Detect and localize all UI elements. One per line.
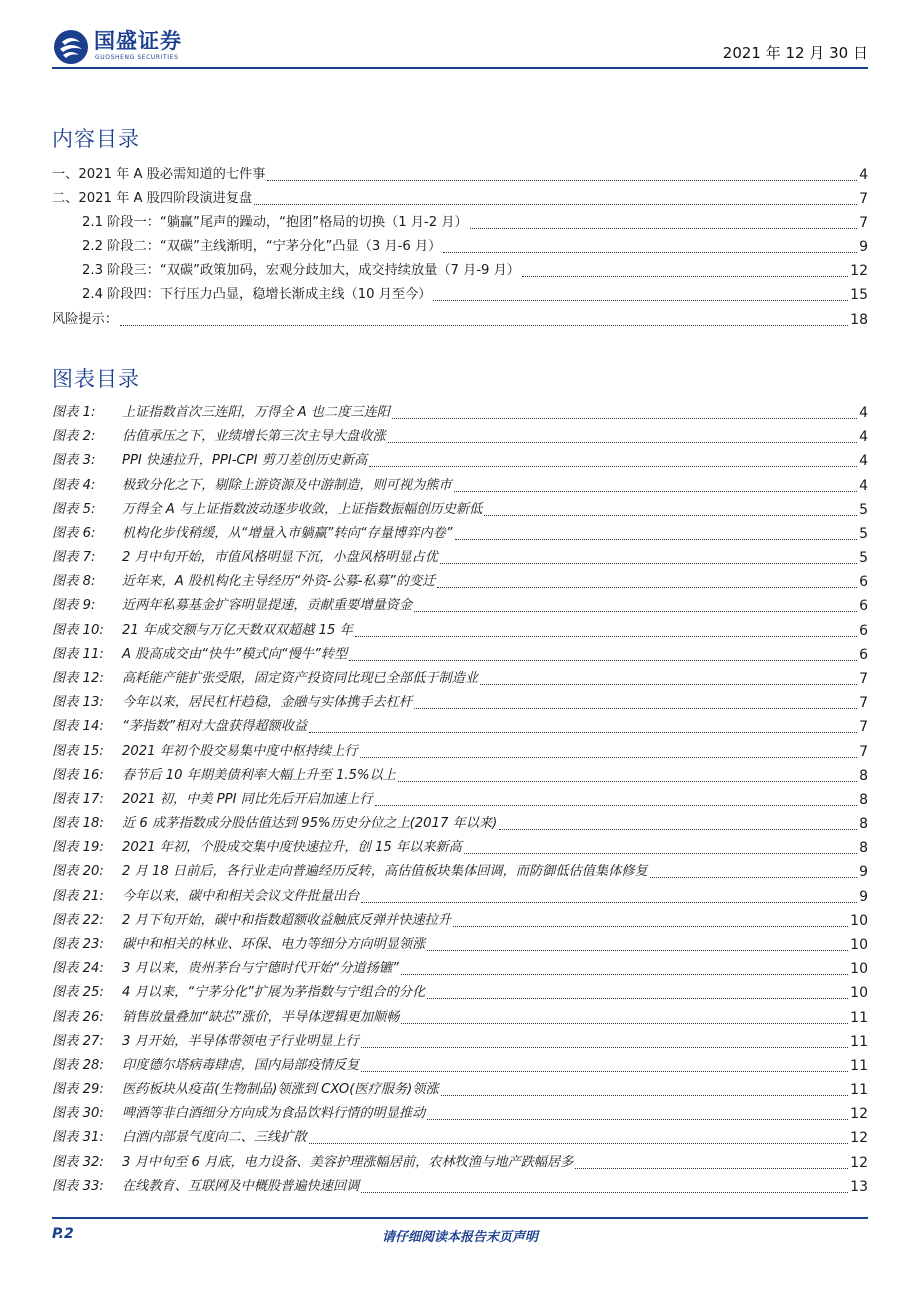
figure-number: 图表 28: bbox=[52, 1058, 104, 1073]
figure-entry[interactable] bbox=[52, 717, 868, 737]
figure-entry-page: 4 bbox=[859, 405, 868, 421]
figure-entry-label bbox=[52, 838, 462, 858]
figure-number: 图表 33: bbox=[52, 1179, 104, 1194]
figure-entry[interactable] bbox=[52, 1104, 868, 1124]
figure-entry-label bbox=[52, 403, 390, 423]
figure-entry-label bbox=[52, 935, 425, 955]
dot-leader bbox=[120, 325, 848, 326]
dot-leader bbox=[398, 781, 857, 782]
figure-number: 图表 10: bbox=[52, 623, 104, 638]
figure-entry-label bbox=[52, 1080, 439, 1100]
dot-leader bbox=[427, 1119, 848, 1120]
figure-number: 图表 32: bbox=[52, 1155, 104, 1170]
figure-entry-page: 11 bbox=[850, 1058, 868, 1074]
figure-caption: PPI 快速拉升，PPI-CPI 剪刀差创历史新高 bbox=[122, 453, 368, 468]
figure-number: 图表 20: bbox=[52, 864, 104, 879]
figure-caption: 春节后 10 年期美债利率大幅上升至 1.5%以上 bbox=[122, 768, 396, 783]
figure-entry[interactable] bbox=[52, 1153, 868, 1173]
figure-number: 图表 23: bbox=[52, 937, 104, 952]
figure-entry[interactable] bbox=[52, 1008, 868, 1028]
dot-leader bbox=[443, 252, 857, 253]
dot-leader bbox=[441, 1095, 849, 1096]
dot-leader bbox=[455, 539, 857, 540]
figure-number: 图表 13: bbox=[52, 695, 104, 710]
figure-entry-label bbox=[52, 476, 452, 496]
figure-entry[interactable] bbox=[52, 959, 868, 979]
figure-entry-page: 10 bbox=[850, 913, 868, 929]
figure-entry[interactable] bbox=[52, 1056, 868, 1076]
figure-entry-label bbox=[52, 1104, 425, 1124]
figure-caption: 今年以来，居民杠杆趋稳，金融与实体携手去杠杆 bbox=[122, 695, 413, 710]
figure-caption: “茅指数”相对大盘获得超额收益 bbox=[122, 719, 308, 734]
figure-caption: 万得全 A 与上证指数波动逐步收敛，上证指数振幅创历史新低 bbox=[122, 502, 483, 517]
figure-caption: 2 月 18 日前后，各行业走向普遍经历反转，高估值板块集体回调，而防御低估值集体修复 bbox=[122, 864, 648, 879]
dot-leader bbox=[392, 418, 857, 419]
figure-entry-label bbox=[52, 621, 353, 641]
figure-entry-page: 8 bbox=[859, 816, 868, 832]
figure-entry-page: 4 bbox=[859, 429, 868, 445]
dot-leader bbox=[414, 708, 857, 709]
dot-leader bbox=[454, 491, 857, 492]
dot-leader bbox=[427, 950, 848, 951]
dot-leader bbox=[361, 1071, 848, 1072]
dot-leader bbox=[440, 563, 857, 564]
figure-entry-page: 6 bbox=[859, 598, 868, 614]
figure-entry-page: 11 bbox=[850, 1010, 868, 1026]
toc-entry[interactable] bbox=[52, 237, 868, 257]
brand-name: 国盛证券 bbox=[94, 29, 182, 53]
page-header bbox=[52, 24, 868, 70]
toc-entry-label: 一、2021 年 A 股必需知道的七件事 bbox=[52, 167, 266, 182]
figure-caption: 2 月下旬开始，碳中和指数超额收益触底反弹并快速拉升 bbox=[122, 913, 452, 928]
figure-number: 图表 15: bbox=[52, 744, 104, 759]
figure-entry-label bbox=[52, 524, 453, 544]
figure-entry[interactable] bbox=[52, 645, 868, 665]
figure-caption: 销售放量叠加“缺芯”涨价，半导体逻辑更加顺畅 bbox=[122, 1010, 400, 1025]
figure-caption: 近年来，A 股机构化主导经历“外资-公募-私募”的变迁 bbox=[122, 574, 436, 589]
figure-entry[interactable] bbox=[52, 1177, 868, 1197]
figure-entry[interactable] bbox=[52, 427, 868, 447]
dot-leader bbox=[453, 926, 848, 927]
figure-number: 图表 3: bbox=[52, 453, 96, 468]
figure-entry[interactable] bbox=[52, 669, 868, 689]
toc-entry-label: 2.3 阶段三：“双碳”政策加码，宏观分歧加大，成交持续放量（7 月-9 月） bbox=[82, 263, 520, 278]
figure-entry[interactable] bbox=[52, 814, 868, 834]
figure-entry-label bbox=[52, 814, 497, 834]
figure-entry-page: 7 bbox=[859, 695, 868, 711]
figure-entry-page: 10 bbox=[850, 937, 868, 953]
dot-leader bbox=[361, 1192, 848, 1193]
toc-entry-page: 7 bbox=[859, 191, 868, 207]
figure-entry-page: 11 bbox=[850, 1082, 868, 1098]
dot-leader bbox=[401, 974, 848, 975]
figure-entry-label bbox=[52, 669, 478, 689]
figure-entry-label bbox=[52, 451, 367, 471]
figure-entry-label bbox=[52, 790, 373, 810]
guosheng-logo-icon bbox=[52, 28, 90, 66]
figure-entry-label bbox=[52, 983, 425, 1003]
dot-leader bbox=[575, 1168, 848, 1169]
figure-list-title: 图表目录 bbox=[52, 367, 140, 391]
dot-leader bbox=[401, 1023, 848, 1024]
figure-entry-label bbox=[52, 500, 482, 520]
dot-leader bbox=[361, 902, 857, 903]
figure-entry[interactable] bbox=[52, 693, 868, 713]
figure-caption: 2021 初，中美 PPI 同比先后开启加速上行 bbox=[122, 792, 373, 807]
figure-caption: 4 月以来，“宁茅分化”扩展为茅指数与宁组合的分化 bbox=[122, 985, 426, 1000]
figure-entry-label bbox=[52, 862, 648, 882]
figure-entry-page: 12 bbox=[850, 1130, 868, 1146]
figure-entry-page: 5 bbox=[859, 550, 868, 566]
figure-number: 图表 19: bbox=[52, 840, 104, 855]
figure-number: 图表 26: bbox=[52, 1010, 104, 1025]
figure-number: 图表 21: bbox=[52, 889, 104, 904]
figure-number: 图表 17: bbox=[52, 792, 104, 807]
figure-entry[interactable] bbox=[52, 596, 868, 616]
dot-leader bbox=[484, 515, 857, 516]
figure-entry-page: 4 bbox=[859, 478, 868, 494]
figure-caption: 高耗能产能扩张受限，固定资产投资同比现已全部低于制造业 bbox=[122, 671, 479, 686]
figure-caption: 3 月中旬至 6 月底，电力设备、美容护理涨幅居前，农林牧渔与地产跌幅居多 bbox=[122, 1155, 574, 1170]
figure-entry-page: 10 bbox=[850, 985, 868, 1001]
figure-entry-label bbox=[52, 1008, 399, 1028]
figure-caption: 估值承压之下，业绩增长第三次主导大盘收涨 bbox=[122, 429, 386, 444]
figure-entry-label bbox=[52, 766, 396, 786]
figure-entry[interactable] bbox=[52, 766, 868, 786]
toc-entry-page: 9 bbox=[859, 239, 868, 255]
figure-entry[interactable] bbox=[52, 983, 868, 1003]
figure-caption: 3 月开始，半导体带领电子行业明显上行 bbox=[122, 1034, 359, 1049]
figure-caption: 21 年成交额与万亿天数双双超越 15 年 bbox=[122, 623, 353, 638]
figure-caption: 在线教育、互联网及中概股普遍快速回调 bbox=[122, 1179, 360, 1194]
dot-leader bbox=[499, 829, 857, 830]
figure-caption: 2 月中旬开始，市值风格明显下沉，小盘风格明显占优 bbox=[122, 550, 438, 565]
figure-caption: 今年以来，碳中和相关会议文件批量出台 bbox=[122, 889, 360, 904]
figure-caption: 近 6 成茅指数成分股估值达到 95%历史分位之上(2017 年以来) bbox=[122, 816, 498, 831]
dot-leader bbox=[375, 805, 858, 806]
figure-caption: 上证指数首次三连阳，万得全 A 也二度三连阳 bbox=[122, 405, 390, 420]
figure-entry[interactable] bbox=[52, 1080, 868, 1100]
figure-number: 图表 1: bbox=[52, 405, 96, 420]
dot-leader bbox=[361, 1047, 848, 1048]
footer-divider bbox=[52, 1217, 868, 1219]
figure-entry[interactable] bbox=[52, 548, 868, 568]
toc-entry[interactable] bbox=[52, 165, 868, 185]
dot-leader bbox=[522, 276, 848, 277]
figure-caption: 3 月以来，贵州茅台与宁德时代开始“分道扬镳” bbox=[122, 961, 399, 976]
figure-entry-page: 8 bbox=[859, 840, 868, 856]
figure-number: 图表 14: bbox=[52, 719, 104, 734]
toc-entry[interactable] bbox=[52, 285, 868, 305]
toc-entry-label: 2.1 阶段一：“躺赢”尾声的躁动，“抱团”格局的切换（1 月-2 月） bbox=[82, 215, 468, 230]
figure-entry-page: 9 bbox=[859, 864, 868, 880]
figure-number: 图表 9: bbox=[52, 598, 96, 613]
report-date: 2021 年 12 月 30 日 bbox=[722, 44, 868, 62]
figure-entry[interactable] bbox=[52, 1032, 868, 1052]
figure-number: 图表 24: bbox=[52, 961, 104, 976]
figure-entry-label bbox=[52, 596, 412, 616]
figure-entry-page: 7 bbox=[859, 719, 868, 735]
figure-entry[interactable] bbox=[52, 838, 868, 858]
figure-caption: 啤酒等非白酒细分方向成为食品饮料行情的明显推动 bbox=[122, 1106, 426, 1121]
page-number: P.2 bbox=[52, 1226, 74, 1242]
dot-leader bbox=[470, 228, 857, 229]
figure-entry[interactable] bbox=[52, 1128, 868, 1148]
figure-entry[interactable] bbox=[52, 403, 868, 423]
dot-leader bbox=[388, 442, 857, 443]
toc-entry-label: 2.2 阶段二：“双碳”主线渐明，“宁茅分化”凸显（3 月-6 月） bbox=[82, 239, 442, 254]
figure-entry-label bbox=[52, 645, 347, 665]
figure-entry-page: 5 bbox=[859, 502, 868, 518]
dot-leader bbox=[464, 853, 857, 854]
figure-entry-label bbox=[52, 959, 399, 979]
figure-entry[interactable] bbox=[52, 742, 868, 762]
figure-entry-label bbox=[52, 887, 359, 907]
figure-entry-page: 10 bbox=[850, 961, 868, 977]
dot-leader bbox=[480, 684, 857, 685]
toc-entry-page: 4 bbox=[859, 167, 868, 183]
figure-entry-page: 7 bbox=[859, 671, 868, 687]
figure-number: 图表 6: bbox=[52, 526, 96, 541]
toc-entry[interactable] bbox=[52, 310, 868, 330]
dot-leader bbox=[433, 300, 848, 301]
figure-entry-page: 9 bbox=[859, 889, 868, 905]
dot-leader bbox=[650, 877, 857, 878]
toc-entry[interactable] bbox=[52, 261, 868, 281]
figure-entry-page: 8 bbox=[859, 792, 868, 808]
figure-caption: 白酒内部景气度向二、三线扩散 bbox=[122, 1130, 307, 1145]
toc-entry-label: 风险提示： bbox=[52, 312, 118, 327]
figure-entry[interactable] bbox=[52, 935, 868, 955]
dot-leader bbox=[267, 180, 857, 181]
figure-entry-page: 13 bbox=[850, 1179, 868, 1195]
header-divider bbox=[52, 67, 868, 69]
brand-subtitle: GUOSHENG SECURITIES bbox=[95, 54, 179, 61]
figure-entry-label bbox=[52, 1177, 359, 1197]
figure-entry[interactable] bbox=[52, 476, 868, 496]
figure-entry-page: 11 bbox=[850, 1034, 868, 1050]
figure-entry[interactable] bbox=[52, 500, 868, 520]
figure-entry[interactable] bbox=[52, 887, 868, 907]
dot-leader bbox=[349, 660, 857, 661]
figure-entry-label bbox=[52, 1032, 359, 1052]
figure-entry-label bbox=[52, 742, 358, 762]
figure-entry-label bbox=[52, 1153, 573, 1173]
figure-entry-page: 6 bbox=[859, 647, 868, 663]
dot-leader bbox=[254, 204, 857, 205]
toc-entry-page: 15 bbox=[850, 287, 868, 303]
figure-caption: 机构化步伐稍缓，从“增量入市躺赢”转向“存量博弈内卷” bbox=[122, 526, 453, 541]
figure-caption: 医药板块从疫苗(生物制品)领涨到 CXO(医疗服务)领涨 bbox=[122, 1082, 439, 1097]
figure-entry-page: 12 bbox=[850, 1155, 868, 1171]
figure-number: 图表 16: bbox=[52, 768, 104, 783]
dot-leader bbox=[427, 998, 848, 999]
dot-leader bbox=[360, 757, 858, 758]
figure-caption: 印度德尔塔病毒肆虐，国内局部疫情反复 bbox=[122, 1058, 360, 1073]
figure-caption: 极致分化之下，剔除上游资源及中游制造，则可视为熊市 bbox=[122, 478, 452, 493]
figure-number: 图表 18: bbox=[52, 816, 104, 831]
figure-entry-label bbox=[52, 911, 451, 931]
figure-entry[interactable] bbox=[52, 862, 868, 882]
figure-number: 图表 4: bbox=[52, 478, 96, 493]
toc-entry[interactable] bbox=[52, 213, 868, 233]
figure-number: 图表 5: bbox=[52, 502, 96, 517]
figure-entry-label bbox=[52, 717, 307, 737]
figure-number: 图表 31: bbox=[52, 1130, 104, 1145]
figure-number: 图表 29: bbox=[52, 1082, 104, 1097]
figure-entry-page: 5 bbox=[859, 526, 868, 542]
figure-entry-page: 4 bbox=[859, 453, 868, 469]
figure-number: 图表 25: bbox=[52, 985, 104, 1000]
company-logo bbox=[52, 28, 212, 66]
figure-caption: 2021 年初，个股成交集中度快速拉升，创 15 年以来新高 bbox=[122, 840, 462, 855]
disclaimer-note: 请仔细阅读本报告末页声明 bbox=[381, 1230, 538, 1245]
figure-entry-page: 6 bbox=[859, 623, 868, 639]
figure-entry-label bbox=[52, 1128, 307, 1148]
figure-number: 图表 22: bbox=[52, 913, 104, 928]
figure-caption: 近两年私募基金扩容明显提速，贡献重要增量资金 bbox=[122, 598, 413, 613]
dot-leader bbox=[309, 732, 857, 733]
figure-entry-page: 6 bbox=[859, 574, 868, 590]
figure-entry[interactable] bbox=[52, 911, 868, 931]
figure-number: 图表 8: bbox=[52, 574, 96, 589]
figure-entry-page: 12 bbox=[850, 1106, 868, 1122]
figure-entry[interactable] bbox=[52, 572, 868, 592]
dot-leader bbox=[309, 1143, 849, 1144]
figure-number: 图表 30: bbox=[52, 1106, 104, 1121]
figure-entry-label bbox=[52, 572, 435, 592]
figure-entry-label bbox=[52, 693, 412, 713]
toc-entry-label: 二、2021 年 A 股四阶段演进复盘 bbox=[52, 191, 253, 206]
figure-entry[interactable] bbox=[52, 451, 868, 471]
figure-entry[interactable] bbox=[52, 524, 868, 544]
figure-number: 图表 27: bbox=[52, 1034, 104, 1049]
figure-caption: A 股高成交由“快牛”模式向“慢牛”转型 bbox=[122, 647, 348, 662]
figure-entry-label bbox=[52, 548, 438, 568]
figure-entry-page: 8 bbox=[859, 768, 868, 784]
figure-number: 图表 2: bbox=[52, 429, 96, 444]
toc-entry-page: 12 bbox=[850, 263, 868, 279]
figure-number: 图表 12: bbox=[52, 671, 104, 686]
figure-entry-page: 7 bbox=[859, 744, 868, 760]
toc-entry-page: 7 bbox=[859, 215, 868, 231]
figure-entry-label bbox=[52, 427, 386, 447]
figure-number: 图表 11: bbox=[52, 647, 104, 662]
figure-caption: 碳中和相关的林业、环保、电力等细分方向明显领涨 bbox=[122, 937, 426, 952]
toc-entry-label: 2.4 阶段四：下行压力凸显，稳增长渐成主线（10 月至今） bbox=[82, 287, 432, 302]
toc-entry-page: 18 bbox=[850, 312, 868, 328]
dot-leader bbox=[437, 587, 857, 588]
dot-leader bbox=[369, 466, 857, 467]
figure-caption: 2021 年初个股交易集中度中枢持续上行 bbox=[122, 744, 358, 759]
dot-leader bbox=[355, 636, 857, 637]
figure-entry-label bbox=[52, 1056, 359, 1076]
toc-title: 内容目录 bbox=[52, 127, 140, 151]
dot-leader bbox=[414, 611, 857, 612]
figure-number: 图表 7: bbox=[52, 550, 96, 565]
toc-entry[interactable] bbox=[52, 189, 868, 209]
figure-entry[interactable] bbox=[52, 621, 868, 641]
figure-entry[interactable] bbox=[52, 790, 868, 810]
